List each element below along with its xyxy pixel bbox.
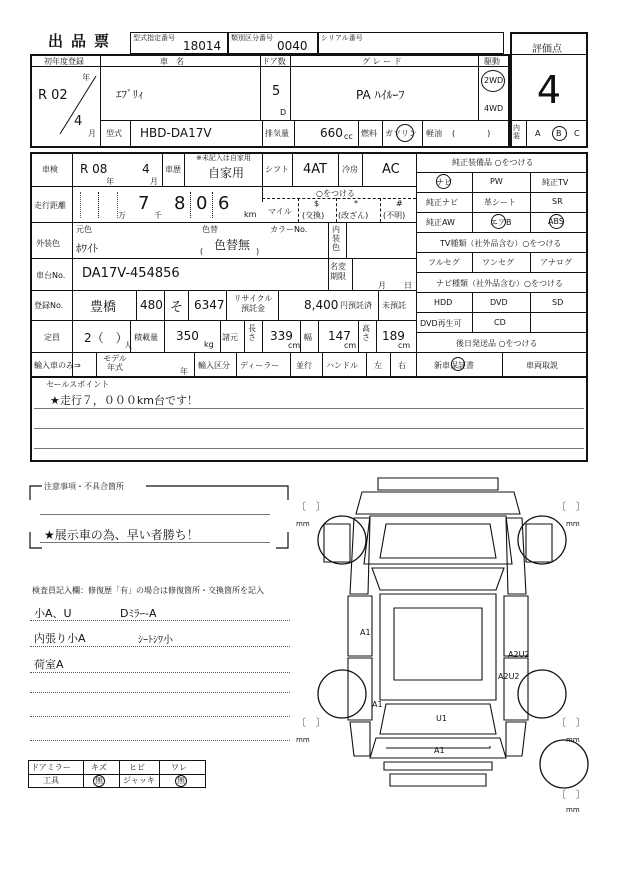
width-label: 幅 [304, 333, 312, 342]
mileage-blank-digits [80, 192, 118, 218]
fuel-gasoline: ガソリン [385, 129, 417, 138]
equip-alloy: 純正AW [426, 218, 455, 227]
equip-tv: 純正TV [542, 178, 569, 187]
shipped-header: 後日発送品 ○をつける [456, 339, 538, 348]
navi-cd: CD [494, 318, 506, 327]
fuel-label: 燃料 [361, 129, 377, 138]
drive-label: 駆動 [484, 57, 500, 66]
mileage-options-header: ○をつける [316, 189, 355, 198]
jack-value: 無 [177, 776, 185, 785]
notes-line-1: ★展示車の為、早い者勝ち！ [44, 528, 199, 542]
load-unit: kg [204, 340, 214, 349]
tire-spare-bracket: 〔 〕 [556, 790, 586, 801]
interior-c: C [574, 129, 580, 138]
drive-4wd: 4WD [484, 104, 504, 113]
navi-dvd-play: DVD再生可 [420, 319, 462, 328]
mileage-unit-man: 万 [118, 211, 126, 220]
reg-class: 480 [140, 298, 163, 312]
equip-navi-circle [436, 174, 451, 189]
width-unit: cm [344, 341, 357, 350]
score-label: 評価点 [532, 44, 562, 55]
mileage-digit-1: 7 [138, 193, 150, 214]
chassis-value: DA17V-454856 [82, 266, 180, 281]
recycle-unit: 円預託済 [340, 301, 372, 310]
first-reg-month-unit: 月 [88, 129, 96, 138]
height-value: 189 [382, 329, 405, 343]
interior-b: B [556, 129, 562, 138]
inspection-year-unit: 年 [106, 177, 114, 186]
tire-spare-unit: mm [566, 806, 580, 814]
mark-left-rear: A1 [372, 700, 383, 709]
navi-dvd: DVD [490, 298, 508, 307]
length-label: 長さ [248, 324, 256, 342]
type-value: HBD-DA17V [140, 126, 212, 140]
mileage-opt-unknown-mark: # [396, 199, 403, 208]
inspection-label: 車検 [42, 165, 58, 174]
doors-value: 5 [272, 84, 281, 99]
type-label: 型式 [106, 129, 122, 138]
reg-kana: そ [170, 300, 184, 315]
displacement-unit: cc [344, 132, 353, 141]
class-number-label: 類別区分番号 [231, 34, 273, 42]
load-value: 350 [176, 329, 199, 343]
inspector-note-2b: ｼｰﾄｼﾜ小 [138, 635, 173, 646]
orig-color-label: 元色 [76, 225, 92, 234]
import-dealer: ディーラー [240, 361, 280, 370]
form-title: 出品票 [48, 32, 118, 50]
fuel-other: ( ) [452, 129, 491, 138]
inspector-note-1a: 小A、U [34, 607, 72, 620]
inspector-note-3: 荷室A [34, 658, 64, 671]
equip-pw: PW [490, 177, 503, 186]
mileage-digit-3: 0 [196, 193, 208, 214]
tools-value-circle [93, 775, 105, 787]
shipped-warranty-circle [451, 357, 465, 371]
tv-one: ワンセグ [482, 258, 514, 267]
mark-rear-door: U1 [436, 714, 447, 723]
mark-rear-bumper: A1 [434, 746, 445, 755]
serial-label: シリアル番号 [321, 34, 363, 42]
interior-a: A [535, 129, 541, 138]
tv-header: TV種類（社外品含む）○をつける [440, 239, 562, 248]
title-deadline-label: 名変期限 [330, 262, 346, 281]
model-year-unit: 年 [180, 367, 188, 376]
handle-left: 左 [374, 361, 382, 370]
sales-label: セールスポイント [46, 380, 110, 389]
displacement-value: 660 [320, 126, 343, 140]
tools-value: 無 [95, 776, 103, 785]
height-label: 高さ [362, 324, 370, 342]
shift-value: 4AT [303, 162, 328, 177]
recycle-value: 8,400 [304, 298, 339, 312]
mileage-opt-exchange: (交換) [302, 211, 325, 220]
model-year-label: モデル年式 [103, 354, 127, 372]
model-number: 18014 [183, 39, 222, 53]
tire-rl-unit: mm [296, 736, 310, 744]
mileage-opt-tamper: (改ざん) [338, 211, 369, 220]
navi-header: ナビ種類（社外品含む）○をつける [436, 279, 563, 288]
tools-header-mirror: ドアミラー [31, 763, 71, 772]
mileage-label: 走行距離 [34, 201, 66, 210]
dims-label: 諸元 [222, 333, 238, 342]
jack-label: ジャッキ [123, 776, 155, 785]
inspection-value: R 08 [80, 162, 108, 176]
import-label: 輸入車のみ⇒ [34, 361, 81, 370]
tools-header-break: ワレ [171, 763, 187, 772]
equip-airbag-circle [491, 214, 506, 229]
navi-hdd: HDD [434, 298, 453, 307]
chassis-label: 車台No. [36, 271, 66, 280]
mileage-unit-sen: 千 [154, 211, 162, 220]
deadline-month: 月 [378, 281, 386, 290]
mark-right-rear: A2U2 [498, 672, 520, 681]
load-label: 積載量 [134, 333, 158, 342]
ac-label: 冷房 [342, 165, 358, 174]
deadline-day: 日 [404, 281, 412, 290]
color-paren-close: ) [256, 247, 260, 256]
serial-cell [318, 32, 504, 54]
doors-suffix: D [280, 108, 287, 117]
mark-right-door: A2U2 [508, 650, 530, 659]
history-label: 車歴 [165, 165, 181, 174]
reg-label: 登録No. [34, 301, 64, 310]
color-paren-open: ( [200, 247, 204, 256]
tools-header-crack: ヒビ [129, 763, 145, 772]
tv-analog: アナログ [540, 258, 572, 267]
equip-abs: ABS [548, 217, 564, 226]
recycle-label: リサイクル預託金 [233, 294, 273, 313]
tire-fr-bracket: 〔 〕 [556, 502, 586, 513]
model-number-cell [130, 32, 228, 54]
reg-city: 豊橋 [90, 300, 117, 315]
length-value: 339 [270, 329, 293, 343]
equip-factory-navi: 純正ナビ [426, 198, 458, 207]
displacement-label: 排気量 [265, 129, 289, 138]
height-unit: cm [398, 341, 411, 350]
color-no-label: カラーNo. [270, 225, 308, 234]
mark-left-door: A1 [360, 628, 371, 637]
doors-label: ドア数 [262, 57, 286, 66]
reg-number: 6347 [194, 298, 225, 312]
navi-sd: SD [552, 298, 564, 307]
sales-line-1: ★走行７，０００km台です！ [50, 394, 198, 407]
first-reg-year: R 02 [38, 88, 68, 103]
recycle-unpaid: 未預託 [382, 301, 406, 310]
tools-header-scratch: キズ [91, 763, 107, 772]
history-value: 自家用 [208, 166, 245, 180]
class-number: 0040 [277, 39, 308, 53]
capacity-label: 定員 [44, 333, 60, 342]
history-note: ※未記入は自家用 [196, 154, 251, 162]
tv-full: フルセグ [428, 258, 460, 267]
first-reg-label: 初年度登録 [44, 57, 84, 66]
first-reg-month: 4 [74, 114, 83, 129]
interior-grade-cell [510, 120, 588, 148]
equip-airbag: エアB [490, 218, 512, 227]
fuel-gasoline-circle [396, 124, 414, 142]
handle-label: ハンドル [326, 361, 358, 370]
capacity-unit: 人 [124, 341, 132, 350]
grade-label: グ レ ー ド [362, 57, 402, 66]
class-number-cell [228, 32, 318, 54]
tire-rr-bracket: 〔 〕 [556, 718, 586, 729]
shipped-warranty: 新車保証書 [434, 361, 474, 370]
interior-color-label: 内装色 [332, 225, 340, 252]
tools-label: 工具 [43, 776, 59, 785]
equipment-header: 純正装備品 ○をつける [452, 158, 534, 167]
shipped-manual: 車両取説 [526, 361, 558, 370]
grade-value: PA ﾊｲﾙｰﾌ [356, 88, 405, 102]
mileage-unit-km: km [244, 210, 257, 219]
inspector-label: 検査員記入欄：修復歴「有」の場合は修復箇所・交換箇所を記入 [32, 586, 264, 595]
inspection-month-unit: 月 [150, 177, 158, 186]
tire-rl-bracket: 〔 〕 [296, 718, 326, 729]
score-value: 4 [536, 68, 562, 112]
color-change-label: 色替 [202, 225, 218, 234]
orig-color-value: ﾎﾜｲﾄ [76, 242, 98, 255]
model-number-label: 型式指定番号 [133, 34, 175, 42]
import-type-label: 輸入区分 [198, 361, 230, 370]
ext-color-label: 外装色 [36, 239, 60, 248]
length-unit: cm [288, 341, 301, 350]
inspection-month: 4 [142, 162, 150, 176]
inspector-note-1b: Dﾐﾗｰ-A [120, 607, 157, 620]
inspector-note-2a: 内張り小A [34, 632, 86, 645]
import-parallel: 並行 [296, 361, 312, 370]
notes-label: 注意事項・不具合箇所 [44, 482, 124, 491]
car-diagram [290, 470, 590, 810]
equip-sunroof: SR [552, 197, 563, 206]
shift-label: シフト [265, 165, 289, 174]
mileage-opt-tamper-mark: * [354, 199, 358, 208]
car-name-label: 車 名 [160, 57, 184, 66]
width-value: 147 [328, 329, 351, 343]
equip-abs-circle [549, 214, 564, 229]
interior-b-circle [552, 126, 567, 141]
equip-leather: 革シート [484, 198, 516, 207]
mileage-opt-unknown: (不明) [383, 211, 406, 220]
color-change-value: 色替無 [214, 238, 251, 252]
drive-2wd: 2WD [484, 76, 504, 85]
mileage-opt-mile: マイル [268, 207, 292, 216]
mileage-digit-2: 8 [174, 193, 186, 214]
mileage-opt-exchange-mark: $ [314, 199, 320, 208]
first-reg-year-unit: 年 [82, 73, 90, 82]
sales-point-box [30, 376, 588, 462]
tire-rr-unit: mm [566, 736, 580, 744]
ac-value: AC [382, 162, 400, 177]
equip-navi: ナビ [436, 178, 452, 187]
interior-label: 内装 [513, 124, 520, 140]
tools-table [28, 760, 206, 788]
mileage-digit-4: 6 [218, 193, 230, 214]
tire-fr-unit: mm [566, 520, 580, 528]
handle-right: 右 [398, 361, 406, 370]
fuel-diesel: 軽油 [426, 129, 442, 138]
car-name: ｴﾌﾞﾘｨ [116, 88, 144, 101]
capacity-value: 2（ ） [84, 331, 128, 345]
tire-fl-bracket: 〔 〕 [296, 502, 326, 513]
tire-fl-unit: mm [296, 520, 310, 528]
jack-value-circle [175, 775, 187, 787]
